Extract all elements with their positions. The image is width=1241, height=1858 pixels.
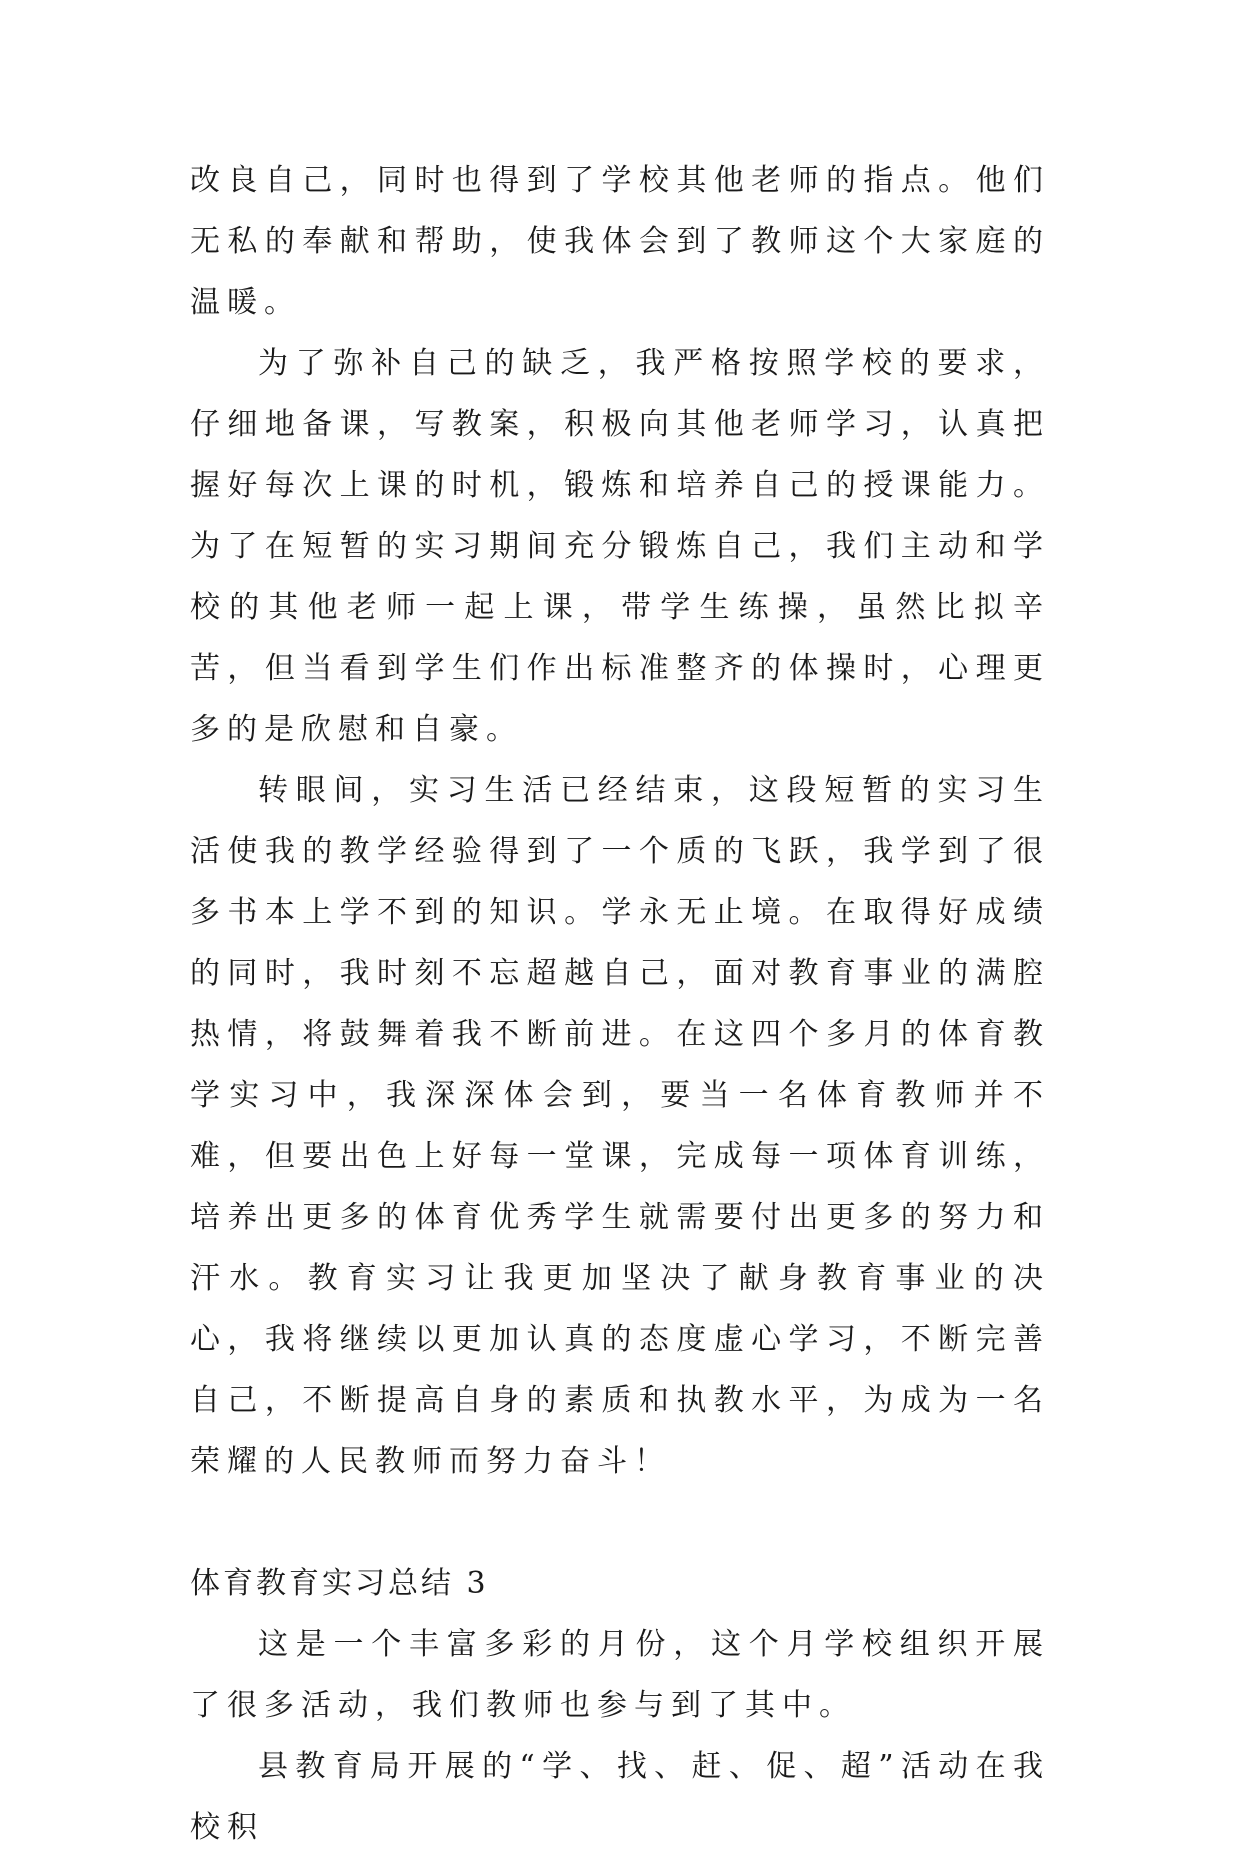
paragraph-month-activities: 这是一个丰富多彩的月份，这个月学校组织开展了很多活动，我们教师也参与到了其中。: [190, 1627, 1050, 1723]
paragraph-preparation: 为了弥补自己的缺乏，我严格按照学校的要求，仔细地备课，写教案，积极向其他老师学习，认真把握好每次上课的时机，锻炼和培养自己的授课能力。为了在短暂的实习期间充分锻炼自己，我们主动和学校的其他老师一起上课，带学生练操，虽然比拟辛苦，但当看到学生们作出标准整齐的体操时，心理更多的是欣慰和自豪。: [190, 346, 1050, 747]
document-body: [190, 150, 1050, 1858]
paragraph-county-activity: 县教育局开展的“学、找、赶、促、超”活动在我校积: [190, 1749, 1050, 1845]
paragraph-continuation: 改良自己，同时也得到了学校其他老师的指点。他们无私的奉献和帮助，使我体会到了教师这个大家庭的温暖。: [190, 163, 1050, 320]
paragraph-conclusion: 转眼间，实习生活已经结束，这段短暂的实习生活使我的教学经验得到了一个质的飞跃，我学到了很多书本上学不到的知识。学永无止境。在取得好成绩的同时，我时刻不忘超越自己，面对教育事业的满腔热情，将鼓舞着我不断前进。在这四个多月的体育教学实习中，我深深体会到，要当一名体育教师并不难，但要出色上好每一堂课，完成每一项体育训练，培养出更多的体育优秀学生就需要付出更多的努力和汗水。教育实习让我更加坚决了献身教育事业的决心，我将继续以更加认真的态度虚心学习，不断完善自己，不断提高自身的素质和执教水平，为成为一名荣耀的人民教师而努力奋斗！: [190, 773, 1050, 1479]
section-heading: 体育教育实习总结 3: [190, 1566, 489, 1601]
section-spacer: [190, 1492, 1050, 1553]
